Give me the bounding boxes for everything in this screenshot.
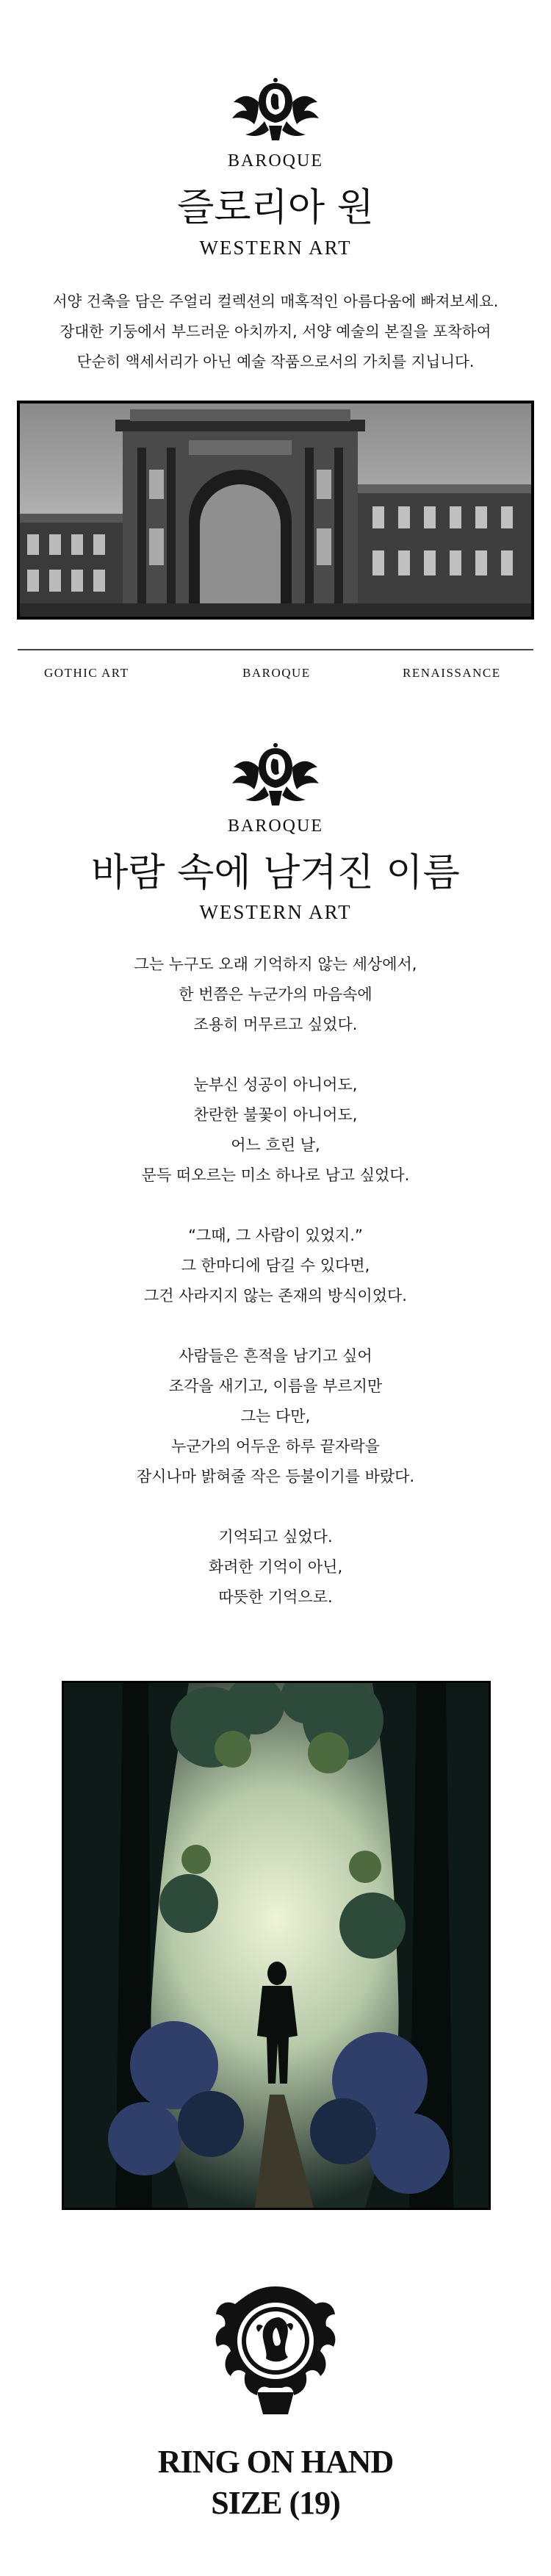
poem-line: 그 한마디에 담길 수 있다면, (181, 1257, 370, 1274)
baroque-building-photo (17, 401, 534, 620)
poem-line: 화려한 기억이 아닌, (208, 1558, 343, 1576)
poem-line: 잠시나마 밝혀줄 작은 등불이기를 바랐다. (136, 1468, 415, 1485)
medusa-medallion-icon (0, 2282, 551, 2418)
poem-line: 문득 떠오르는 미소 하나로 남고 싶었다. (141, 1166, 410, 1184)
intro-line: 장대한 기둥에서 부드러운 아치까지, 서양 예술의 본질을 포착하여 (60, 323, 491, 340)
poem-line: 어느 흐린 날, (231, 1136, 320, 1154)
subtitle: WESTERN ART (199, 901, 352, 923)
ring-size-caption (0, 2442, 551, 2524)
forest-silhouette-illustration (62, 1681, 491, 2210)
poem-line: 조각을 새기고, 이름을 부르지만 (168, 1377, 383, 1395)
poem-stanza (0, 1522, 551, 1612)
intro-line: 단순히 액세서리가 아닌 예술 작품으로서의 가치를 지닙니다. (76, 353, 475, 370)
baroque-crest-icon (0, 77, 551, 143)
ring-size: SIZE (19) (211, 2485, 340, 2521)
category-gothic-art: GOTHIC ART (44, 666, 129, 680)
poem-line: 눈부신 성공이 아니어도, (193, 1076, 358, 1094)
poem-line: 기억되고 싶었다. (218, 1528, 333, 1546)
poem-line: 따뜻한 기억으로. (218, 1588, 333, 1606)
poem-line: 사람들은 흔적을 남기고 싶어 (179, 1347, 372, 1365)
ring-line: RING ON HAND (157, 2444, 394, 2480)
poem-stanza (0, 1221, 551, 1311)
poem-stanza (0, 950, 551, 1040)
poem-line: 누군가의 어두운 하루 끝자락을 (171, 1438, 380, 1455)
poem-line: 한 번쯤은 누군가의 마음속에 (179, 986, 372, 1003)
poem-line: 찬란한 불꽃이 아니어도, (193, 1106, 358, 1124)
baroque-crest-icon (0, 742, 551, 808)
poem (0, 950, 551, 1643)
poem-title: 바람 속에 남겨진 이름 (91, 851, 460, 895)
section-divider (18, 649, 533, 650)
category-baroque: BAROQUE (242, 666, 311, 680)
intro-line: 서양 건축을 담은 주얼리 컬렉션의 매혹적인 아름다움에 빠져보세요. (52, 293, 499, 310)
poem-line: 그는 다만, (240, 1407, 311, 1425)
page-title: 즐로리아 원 (177, 186, 374, 230)
poem-line: 그는 누구도 오래 기억하지 않는 세상에서, (134, 955, 417, 973)
brand-label: BAROQUE (227, 817, 323, 836)
category-renaissance: RENAISSANCE (403, 666, 501, 680)
poem-stanza (0, 1341, 551, 1492)
subtitle: WESTERN ART (199, 237, 352, 259)
intro-text (0, 287, 551, 377)
poem-stanza (0, 1070, 551, 1191)
poem-line: 그건 사라지지 않는 존재의 방식이었다. (144, 1287, 407, 1305)
poem-line: 조용히 머무르고 싶었다. (193, 1016, 358, 1033)
brand-label: BAROQUE (227, 151, 323, 171)
poem-line: “그때, 그 사람이 있었지.” (188, 1227, 363, 1244)
